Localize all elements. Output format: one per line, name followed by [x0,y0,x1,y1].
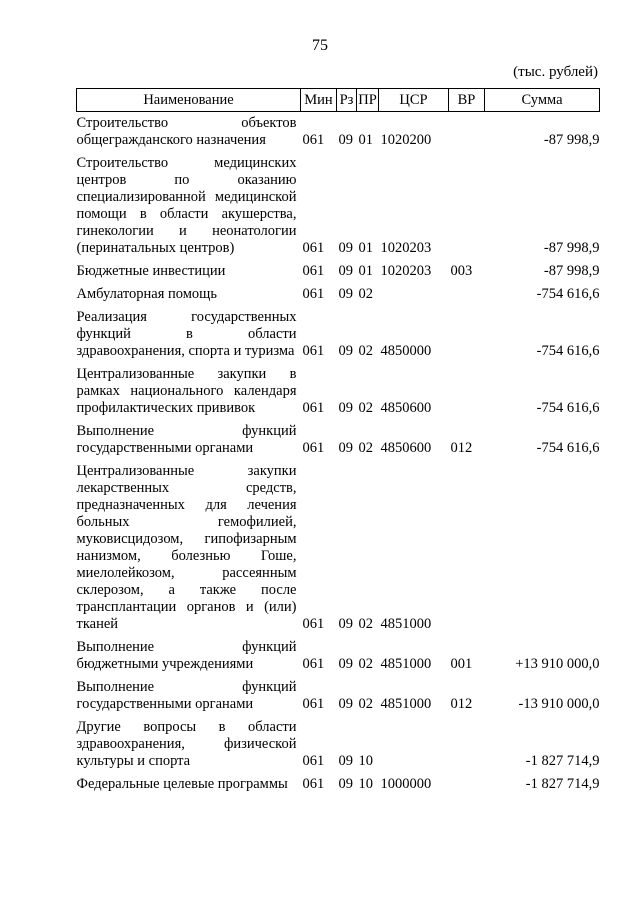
cell-vr: 003 [450,263,473,279]
cell-vr [449,770,485,793]
cell-rz: 09 [338,440,353,456]
cell-vr [449,360,485,417]
cell-pr: 02 [358,400,373,416]
cell-pr: 01 [358,240,373,256]
cell-pr: 02 [358,656,373,672]
table-row [77,303,600,360]
cell-pr: 02 [358,616,373,632]
cell-csr: 4851000 [380,656,432,672]
table-row [77,360,600,417]
cell-min: 061 [302,696,325,712]
cell-sum: -754 616,6 [536,400,600,416]
cell-csr: 1000000 [380,776,432,792]
cell-rz: 09 [338,343,353,359]
cell-name: Федеральные целевые программы [76,776,288,792]
header-vr: ВР [449,89,485,112]
cell-vr: 001 [450,656,473,672]
cell-name: Строительство медицинских центров по оказанию специализированной медицинской помощи в области акушерства, гинекологии и неонатологии (перинатальных центров) [76,155,297,256]
cell-rz: 09 [338,240,353,256]
table-row [77,149,600,257]
cell-sum: -754 616,6 [536,343,600,359]
cell-csr: 4850600 [380,440,432,456]
cell-sum: -13 910 000,0 [518,696,600,712]
cell-pr: 02 [358,286,373,302]
table-row [77,280,600,303]
cell-min: 061 [302,776,325,792]
cell-name: Амбулаторная помощь [76,286,217,302]
cell-csr: 1020203 [380,263,432,279]
cell-sum: -1 827 714,9 [525,776,600,792]
cell-vr [449,713,485,770]
table-row [77,257,600,280]
table-row [77,633,600,673]
table-row [77,457,600,633]
cell-name: Централизованные закупки в рамках национального календаря профилактических прививок [76,366,297,416]
cell-min: 061 [302,343,325,359]
cell-csr [379,713,449,770]
cell-csr [379,280,449,303]
cell-sum: -87 998,9 [543,240,600,256]
table-row [77,673,600,713]
cell-min: 061 [302,400,325,416]
cell-name: Выполнение функций государственными органами [76,423,297,456]
cell-sum: -87 998,9 [543,132,600,148]
header-csr: ЦСР [379,89,449,112]
cell-pr: 10 [358,776,373,792]
cell-pr: 10 [358,753,373,769]
page-number: 75 [312,37,328,54]
cell-name: Реализация государственных функций в области здравоохранения, спорта и туризма [76,309,297,359]
cell-vr: 012 [450,440,473,456]
cell-csr: 4851000 [380,696,432,712]
cell-csr: 4850000 [380,343,432,359]
cell-min: 061 [302,440,325,456]
cell-sum: -1 827 714,9 [525,753,600,769]
budget-table [76,88,600,793]
cell-vr: 012 [450,696,473,712]
cell-pr: 01 [358,132,373,148]
table-row [77,713,600,770]
cell-vr [449,112,485,150]
cell-sum: -754 616,6 [536,440,600,456]
table-row [77,770,600,793]
cell-name: Выполнение функций бюджетными учреждениями [76,639,297,672]
cell-min: 061 [302,656,325,672]
cell-csr: 1020200 [380,132,432,148]
cell-name: Выполнение функций государственными органами [76,679,297,712]
cell-pr: 02 [358,440,373,456]
cell-rz: 09 [338,776,353,792]
table-header-row [77,89,600,112]
cell-vr [449,457,485,633]
header-sum: Сумма [485,89,600,112]
cell-name: Другие вопросы в области здравоохранения, физической культуры и спорта [76,719,297,769]
cell-csr: 4851000 [380,616,432,632]
cell-csr: 4850600 [380,400,432,416]
units-label: (тыс. рублей) [513,64,598,80]
cell-min: 061 [302,240,325,256]
table-body [77,112,600,794]
cell-vr [449,303,485,360]
cell-pr: 02 [358,696,373,712]
header-pr: ПР [357,89,379,112]
cell-sum: -754 616,6 [536,286,600,302]
header-name: Наименование [77,89,301,112]
header-rz: Рз [337,89,357,112]
cell-rz: 09 [338,616,353,632]
header-min: Мин [301,89,337,112]
cell-rz: 09 [338,286,353,302]
cell-min: 061 [302,616,325,632]
cell-rz: 09 [338,400,353,416]
cell-rz: 09 [338,656,353,672]
cell-rz: 09 [338,753,353,769]
cell-min: 061 [302,132,325,148]
cell-vr [449,280,485,303]
cell-csr: 1020203 [380,240,432,256]
cell-pr: 02 [358,343,373,359]
cell-name: Бюджетные инвестиции [76,263,226,279]
cell-pr: 01 [358,263,373,279]
table-row [77,417,600,457]
cell-sum: +13 910 000,0 [515,656,600,672]
cell-min: 061 [302,263,325,279]
cell-rz: 09 [338,132,353,148]
cell-vr [449,149,485,257]
table-row [77,112,600,150]
cell-min: 061 [302,753,325,769]
cell-min: 061 [302,286,325,302]
cell-rz: 09 [338,696,353,712]
cell-name: Централизованные закупки лекарственных средств, предназначенных для лечения больных гемофилией, муковисцидозом, гипофизарным нанизмом, болезнью Гоше, миелолейкозом, рассеянным склерозом, а также после трансплантации органов и (или) тканей [76,463,297,632]
cell-sum: -87 998,9 [543,263,600,279]
cell-sum [485,457,600,633]
cell-rz: 09 [338,263,353,279]
cell-name: Строительство объектов общегражданского назначения [76,115,297,148]
